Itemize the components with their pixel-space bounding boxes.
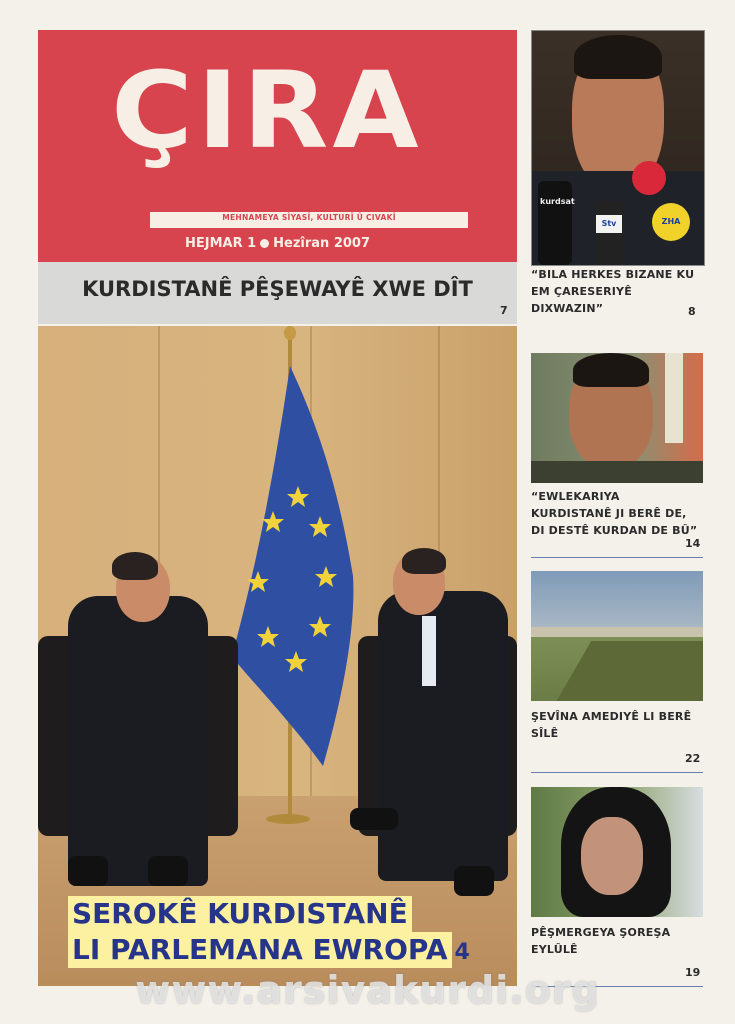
caption-page-number: 4 [454,940,470,965]
magazine-logo: ÇIRA [111,49,423,172]
sidebar-page-1: 8 [688,305,696,318]
sidebar-text-1: “BILA HERKES BIZANE KU EM ÇARESERIYÊ DIXWAZIN” [531,268,695,315]
sidebar-text-3: ŞEVÎNA AMEDIYÊ LI BERÊ SÎLÊ [531,710,692,740]
right-person [378,591,508,881]
watermark: www.arsivakurdi.org [135,968,600,1012]
lead-page-number: 7 [500,304,508,317]
left-person-hair [112,552,158,580]
person-face [581,817,643,895]
tagline: MEHNAMEYA SÎYASÎ, KULTURÎ Û CIVAKÎ [222,213,396,222]
microphone-icon [538,181,572,265]
pole-finial [284,326,296,340]
issue-info [38,236,517,251]
lead-headline: KURDISTANÊ PÊŞEWAYÊ XWE DÎT [82,277,473,301]
mic-label: Stv [596,215,622,233]
left-person [68,596,208,886]
sidebar-photo-4 [531,787,703,917]
uniform [531,461,703,483]
sidebar-text-2: “EWLEKARIYA KURDISTANÊ JI BERÊ DE, DI DESTÊ KURDAN DE BÛ” [531,490,698,537]
issue-date: Hezîran 2007 [273,236,371,251]
bullet-icon [260,239,269,248]
flag-stripe [665,353,683,443]
town-on-plateau [531,627,703,637]
sidebar-text-4: PÊŞMERGEYA ŞOREŞA EYLÛLÊ [531,926,671,956]
sidebar-photo-1 [531,30,705,266]
mic-label: kurdsat [540,197,575,206]
sidebar-photo-3 [531,571,703,701]
main-caption [68,896,518,968]
microphone-icon [632,161,666,195]
right-shoe [350,808,398,830]
person-hair [574,35,662,79]
shirt [422,616,436,686]
sidebar-page-3: 22 [685,752,701,765]
mic-label: ZHA [652,203,690,241]
flag-stand [266,814,310,824]
sidebar-page-4: 19 [685,966,701,979]
right-person-hair [402,548,446,574]
divider [531,772,703,773]
sidebar-page-2: 14 [685,537,701,550]
left-shoe [68,856,108,886]
caption-line-1: SEROKÊ KURDISTANÊ [68,896,412,932]
left-shoe [148,856,188,886]
microphone-icon [594,201,624,265]
person-hair [573,353,649,387]
main-photo [38,326,517,986]
right-shoe [454,866,494,896]
sidebar-photo-2 [531,353,703,483]
eu-flag-icon [228,366,358,766]
issue-number: HEJMAR 1 [184,236,257,251]
hillside [551,641,703,701]
caption-line-2: LI PARLEMANA EWROPA [68,932,452,968]
divider [531,557,703,558]
